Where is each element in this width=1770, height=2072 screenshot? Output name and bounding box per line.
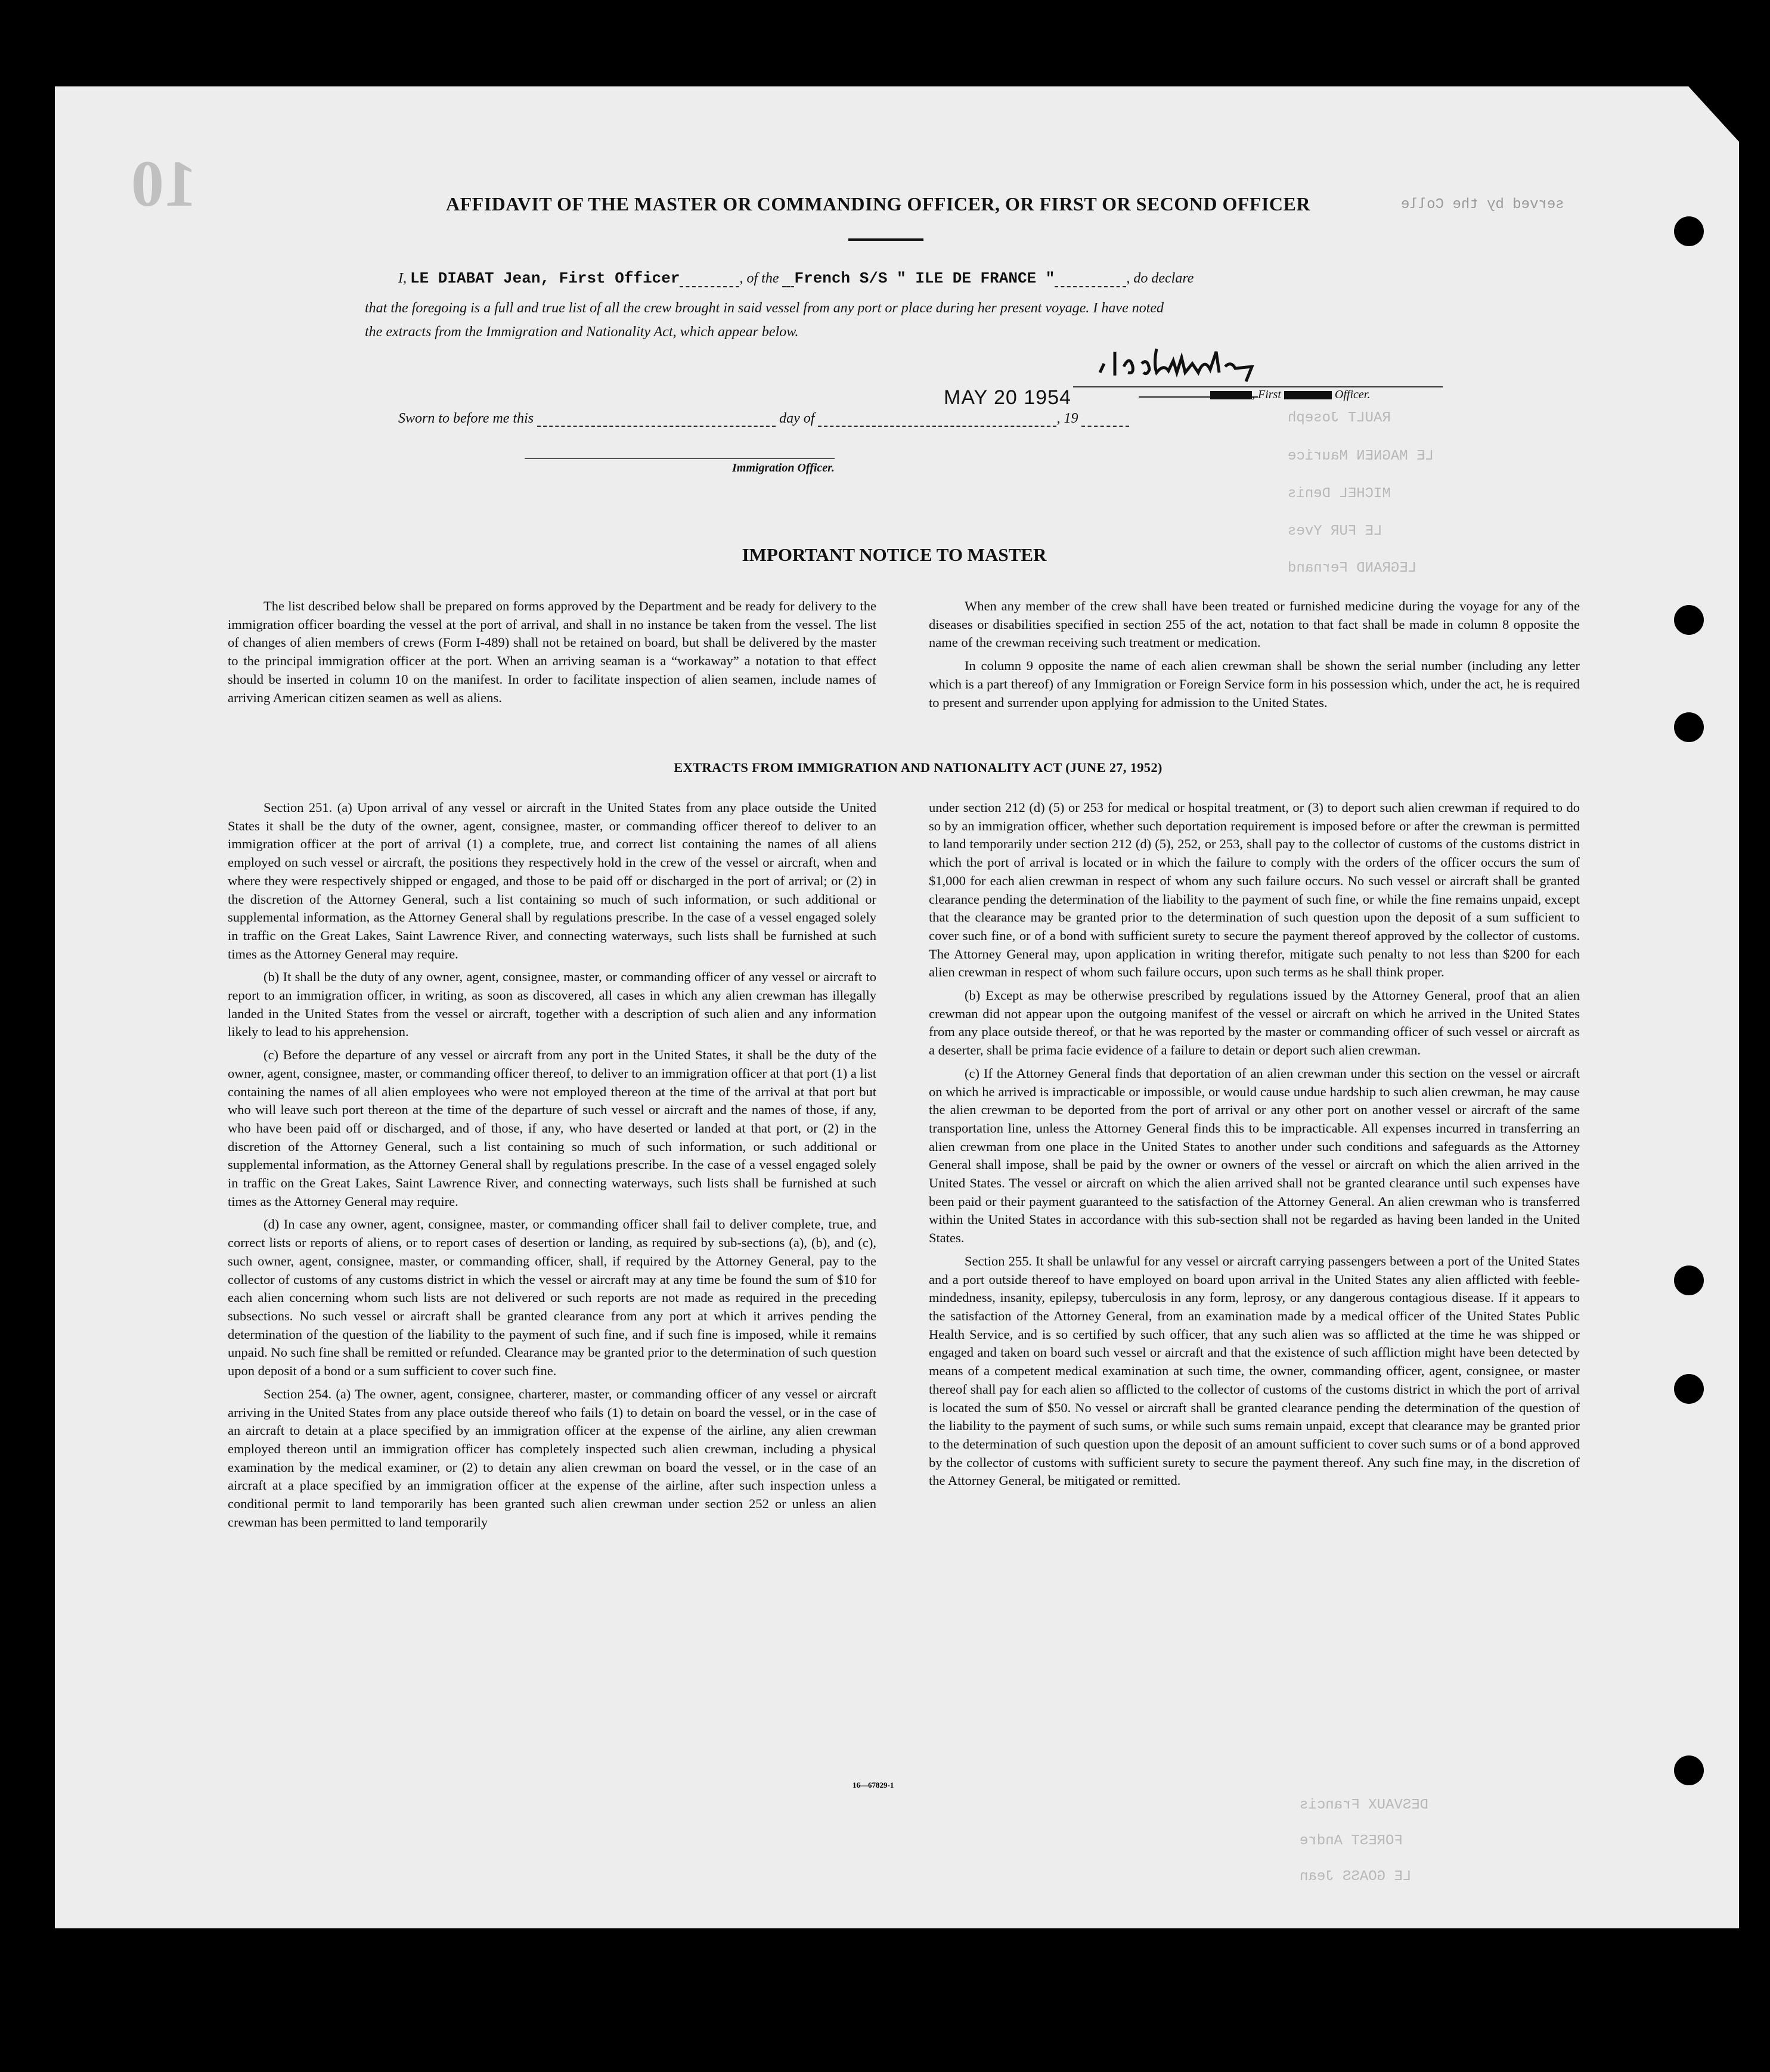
statute-paragraph: (b) Except as may be otherwise prescribed by regulations issued by the Attorney General, proof that an alien crewman did not appear upon the outgoing manifest of the vessel or aircraft on which he arrived in the United States from any place outside thereof, or that he was reported by the master or commanding officer of such vessel or aircraft as a deserter, shall be prima facie evidence of a failure to detain or deport such alien crewman.	[929, 988, 1580, 1058]
statute-paragraph: (d) In case any owner, agent, consignee, master, or commanding officer shall fail to deliver complete, true, and correct lists or reports of aliens, or to report cases of desertion or landing, as required by sub-sections (a), (b), and (c), such owner, agent, consignee, master, or commanding officer, shall, if required by the Attorney General, pay to the collector of customs of any customs district in which the vessel or aircraft may at any time be found the sum of $10 for each alien concerning whom such lists are not delivered or such reports are not made as required in the preceding subsections. No such vessel or aircraft shall be granted clearance from any port at which it arrives pending the determination of the question of the liability to the payment of such fine, and if such fine is imposed, while it remains unpaid. No such fine shall be remitted or refunded. Clearance may be granted prior to the determination of such question upon deposit of a bond or a sum sufficient to cover such fine.	[228, 1217, 876, 1379]
first-label: , First	[1252, 388, 1281, 401]
i-label: I,	[398, 271, 407, 286]
punch-hole	[1674, 605, 1704, 635]
sworn-day-field	[537, 410, 776, 427]
bleed-through-name: RAULT Joseph	[1288, 410, 1391, 426]
statute-paragraph: (c) Before the departure of any vessel or aircraft from any port in the United States, it shall be the duty of the owner, agent, consignee, master, or commanding officer thereof, to deliver to an immigration officer at that port (1) a list containing the names of all alien employees who were not employed thereon at the time of the arrival at that port but who will leave such port thereon at the time of the departure of such vessel or aircraft and the names of those, if any, who have been paid off or discharged, and of those, if any, who have deserted or landed at that port, or (2) in the discretion of the Attorney General, such a list containing so much of such information, or such additional or supplemental information, as the Attorney General shall by regulations prescribe. In the case of a vessel engaged solely in traffic on the Great Lakes, Saint Lawrence River, and connecting waterways, such lists shall be furnished at such times as the Attorney General may require.	[228, 1047, 876, 1209]
statute-paragraph: (c) If the Attorney General finds that deportation of an alien crewman under this section on the vessel or aircraft on which he arrived is impracticable or impossible, or would cause undue hardship to such alien crewman, he may cause the alien crewman to be deported from the port of arrival or any other port on another vessel or aircraft of the same transportation line, unless the Attorney General finds this to be impracticable. All expenses incurred in transferring an alien crewman from one place in the United States to another under such conditions and safeguards as the Attorney General shall impose, shall be paid by the owner or owners of the vessel or aircraft on which the alien arrived in the United States. The vessel or aircraft on which the alien arrived shall not be granted clearance until such expenses have been paid or their payment guaranteed to the satisfaction of the Attorney General. An alien crewman who is transferred within the United States in accordance with this sub-section shall not be regarded as having been landed in the United States.	[929, 1065, 1580, 1246]
punch-hole	[1674, 1265, 1704, 1295]
document-title: AFFIDAVIT OF THE MASTER OR COMMANDING OFFICER, OR FIRST OR SECOND OFFICER	[446, 193, 1310, 215]
statute-paragraph: Section 255. It shall be unlawful for any vessel or aircraft carrying passengers between a port of the United States and a port outside thereof to have employed on board upon arrival in the United States any alien afflicted with feeble-mindedness, insanity, epilepsy, tuberculosis in any form, leprosy, or any dangerous contagious disease. If it appears to the satisfaction of the Attorney General, from an examination made by a medical officer of the United States Public Health Service, and is so certified by such officer, that any such alien was so afflicted at the time he was shipped or engaged and taken on board such vessel or aircraft and that the existence of such affliction might have been detected by means of a competent medical examination at such time, the owner, commanding officer, agent, consignee, or master thereof shall pay for each alien so afflicted to the collector of customs of the customs district in which the port of arrival is located the sum of $50. No vessel or aircraft shall be granted clearance pending the determination of the question of the liability to the payment of such sums, or while such sums remain unpaid, except that clearance may be granted prior to the determination of such question upon the deposit of an amount sufficient to cover such sums or of a bond approved by the collector of customs with sufficient surety to secure the payment thereof. Any such fine may, in the discretion of the Attorney General, be mitigated or remitted.	[929, 1253, 1580, 1488]
sworn-year-field	[1081, 410, 1129, 427]
fill-line	[782, 271, 794, 287]
bleed-through-text: served by the Colle	[1401, 197, 1564, 213]
fill-line	[1055, 271, 1126, 287]
officer-suffix: Officer.	[1334, 388, 1371, 401]
notice-right-column	[929, 597, 1580, 716]
affidavit-declaration-line	[398, 269, 1194, 287]
bleed-through-name: LE MAGNEN Maurice	[1288, 448, 1434, 464]
day-of-label: day of	[779, 411, 815, 426]
extracts-left-column	[228, 799, 876, 1536]
affidavit-line-3: the extracts from the Immigration and Nationality Act, which appear below.	[365, 324, 799, 340]
statute-paragraph: under section 212 (d) (5) or 253 for medical or hospital treatment, or (3) to deport such alien crewman if required to do so by an immigration officer, whether such deportation requirement is imposed before or after the crewman is permitted to land temporarily under section 212 (d) (5), 252, or 253, shall pay to the collector of customs of the customs district in which the port of arrival is located or in which the failure to comply with the orders of the officer occurs the sum of $1,000 for each alien crewman in respect of whom any such failure occurs. No such vessel or aircraft shall be granted clearance pending the determination of the liability to the payment of such fine, or while the fine remains unpaid, except that the clearance may be granted prior to the determination of such question upon the deposit of a sum sufficient to cover such fine, or of a bond with sufficient surety to secure the payment thereof approved by the collector of customs. The Attorney General may, upon application in writing therefor, mitigate such penalty to not less than $200 for each alien crewman in respect of whom such failure occurs, upon such terms as he shall think proper.	[929, 800, 1580, 980]
officer-label	[1210, 388, 1370, 402]
date-stamp: MAY 20 1954	[944, 386, 1071, 409]
vessel-name: French S/S " ILE DE FRANCE "	[794, 269, 1055, 287]
punch-hole	[1674, 1755, 1704, 1785]
bleed-through-name: LE GOASS Jean	[1300, 1869, 1412, 1885]
bleed-through-name: DESVAUX Francis	[1300, 1797, 1429, 1813]
notice-paragraph: The list described below shall be prepared on forms approved by the Department and be ready for delivery to the immigration officer boarding the vessel at the port of arrival, and shall in no instance be taken from the vessel. The list of changes of alien members of crews (Form I-489) shall not be retained on board, but shall be delivered by the master to the principal immigration officer at the port. When an arriving seaman is a “workaway” a notation to that effect should be inserted in column 10 on the manifest. In order to facilitate inspection of alien seamen, include names of arriving American citizen seamen as well as aliens.	[228, 598, 876, 705]
fill-line	[680, 271, 739, 287]
bleed-through-name: LEGRAND Fernand	[1288, 560, 1417, 576]
officer-name: LE DIABAT Jean, First Officer	[410, 269, 680, 287]
extracts-heading: EXTRACTS FROM IMMIGRATION AND NATIONALITY ACT (JUNE 27, 1952)	[674, 760, 1163, 775]
immigration-officer-label: Immigration Officer.	[732, 461, 835, 474]
sworn-label: Sworn to before me this	[398, 411, 534, 426]
declare-label: , do declare	[1126, 271, 1194, 286]
statute-paragraph: Section 254. (a) The owner, agent, consignee, charterer, master, or commanding officer of any vessel or aircraft arriving in the United States from any place outside thereof who fails (1) to detain on board the vessel, or in the case of an aircraft to detain at a place specified by an immigration officer at the expense of the airline, any alien crewman employed thereon until an immigration officer has completely inspected such alien crewman, including a physical examination by the medical examiner, or (2) to detain any alien crewman on board the vessel, or in the case of an aircraft at a place specified by an immigration officer at the expense of the airline, after such inspection unless a conditional permit to land temporarily has been granted such alien crewman under section 252 or unless an alien crewman has been permitted to land temporarily	[228, 1386, 876, 1530]
statute-paragraph: (b) It shall be the duty of any owner, agent, consignee, master, or commanding officer of any vessel or aircraft to report to an immigration officer, in writing, as soon as discovered, all cases in which any alien crewman has illegally landed in the United States from the vessel or aircraft, together with a description of such alien and any information likely to lead to his apprehension.	[228, 969, 876, 1040]
punch-hole	[1674, 1374, 1704, 1404]
notice-heading: IMPORTANT NOTICE TO MASTER	[742, 544, 1047, 565]
bleed-through-name: MICHEL Denis	[1288, 486, 1391, 502]
sworn-line	[398, 410, 1129, 427]
bleed-through-name: LE FUR Yves	[1288, 523, 1382, 539]
punch-hole	[1674, 216, 1704, 246]
notice-left-column	[228, 597, 876, 712]
title-underline	[848, 238, 923, 241]
officer-signature	[1097, 340, 1431, 387]
of-label: , of the	[739, 271, 779, 286]
sworn-month-field	[818, 410, 1056, 427]
notice-paragraph: When any member of the crew shall have been treated or furnished medicine during the voyage for any of the diseases or disabilities specified in section 255 of the act, notation to that fact shall be made in column 8 opposite the name of the crewman receiving such treatment or medication.	[929, 598, 1580, 650]
redaction-mark	[1284, 391, 1332, 399]
notice-paragraph: In column 9 opposite the name of each alien crewman shall be shown the serial number (including any letter which is a part thereof) of any Immigration or Foreign Service form in his possession which, under the act, he is required to present and surrender upon applying for admission to the United States.	[929, 658, 1580, 710]
redaction-mark	[1210, 391, 1252, 399]
affidavit-line-2: that the foregoing is a full and true list of all the crew brought in said vessel from any port or place during her present voyage. I have noted	[365, 300, 1164, 316]
bleed-through-name: FOREST Andre	[1300, 1833, 1403, 1849]
bleed-through-number: 10	[131, 147, 197, 220]
signature-rule	[1073, 386, 1443, 387]
year-label: , 19	[1056, 411, 1078, 426]
statute-paragraph: Section 251. (a) Upon arrival of any vessel or aircraft in the United States from any place outside the United States it shall be the duty of the owner, agent, consignee, master, or commanding officer thereof to deliver to an immigration officer at the port of arrival (1) a complete, true, and correct list containing the names of all aliens employed on such vessel or aircraft, the positions they respectively hold in the crew of the vessel or aircraft, when and where they were respectively shipped or engaged, and those to be paid off or discharged in the port of arrival; or (2) in the discretion of the Attorney General, such a list containing so much of such information, or such additional or supplemental information, as the Attorney General shall by regulations prescribe. In the case of a vessel engaged solely in traffic on the Great Lakes, Saint Lawrence River, and connecting waterways, such lists shall be furnished at such times as the Attorney General may require.	[228, 800, 876, 961]
punch-hole	[1674, 712, 1704, 742]
extracts-right-column	[929, 799, 1580, 1495]
form-number: 16—67829-1	[853, 1781, 894, 1789]
immigration-officer-line	[525, 458, 835, 459]
